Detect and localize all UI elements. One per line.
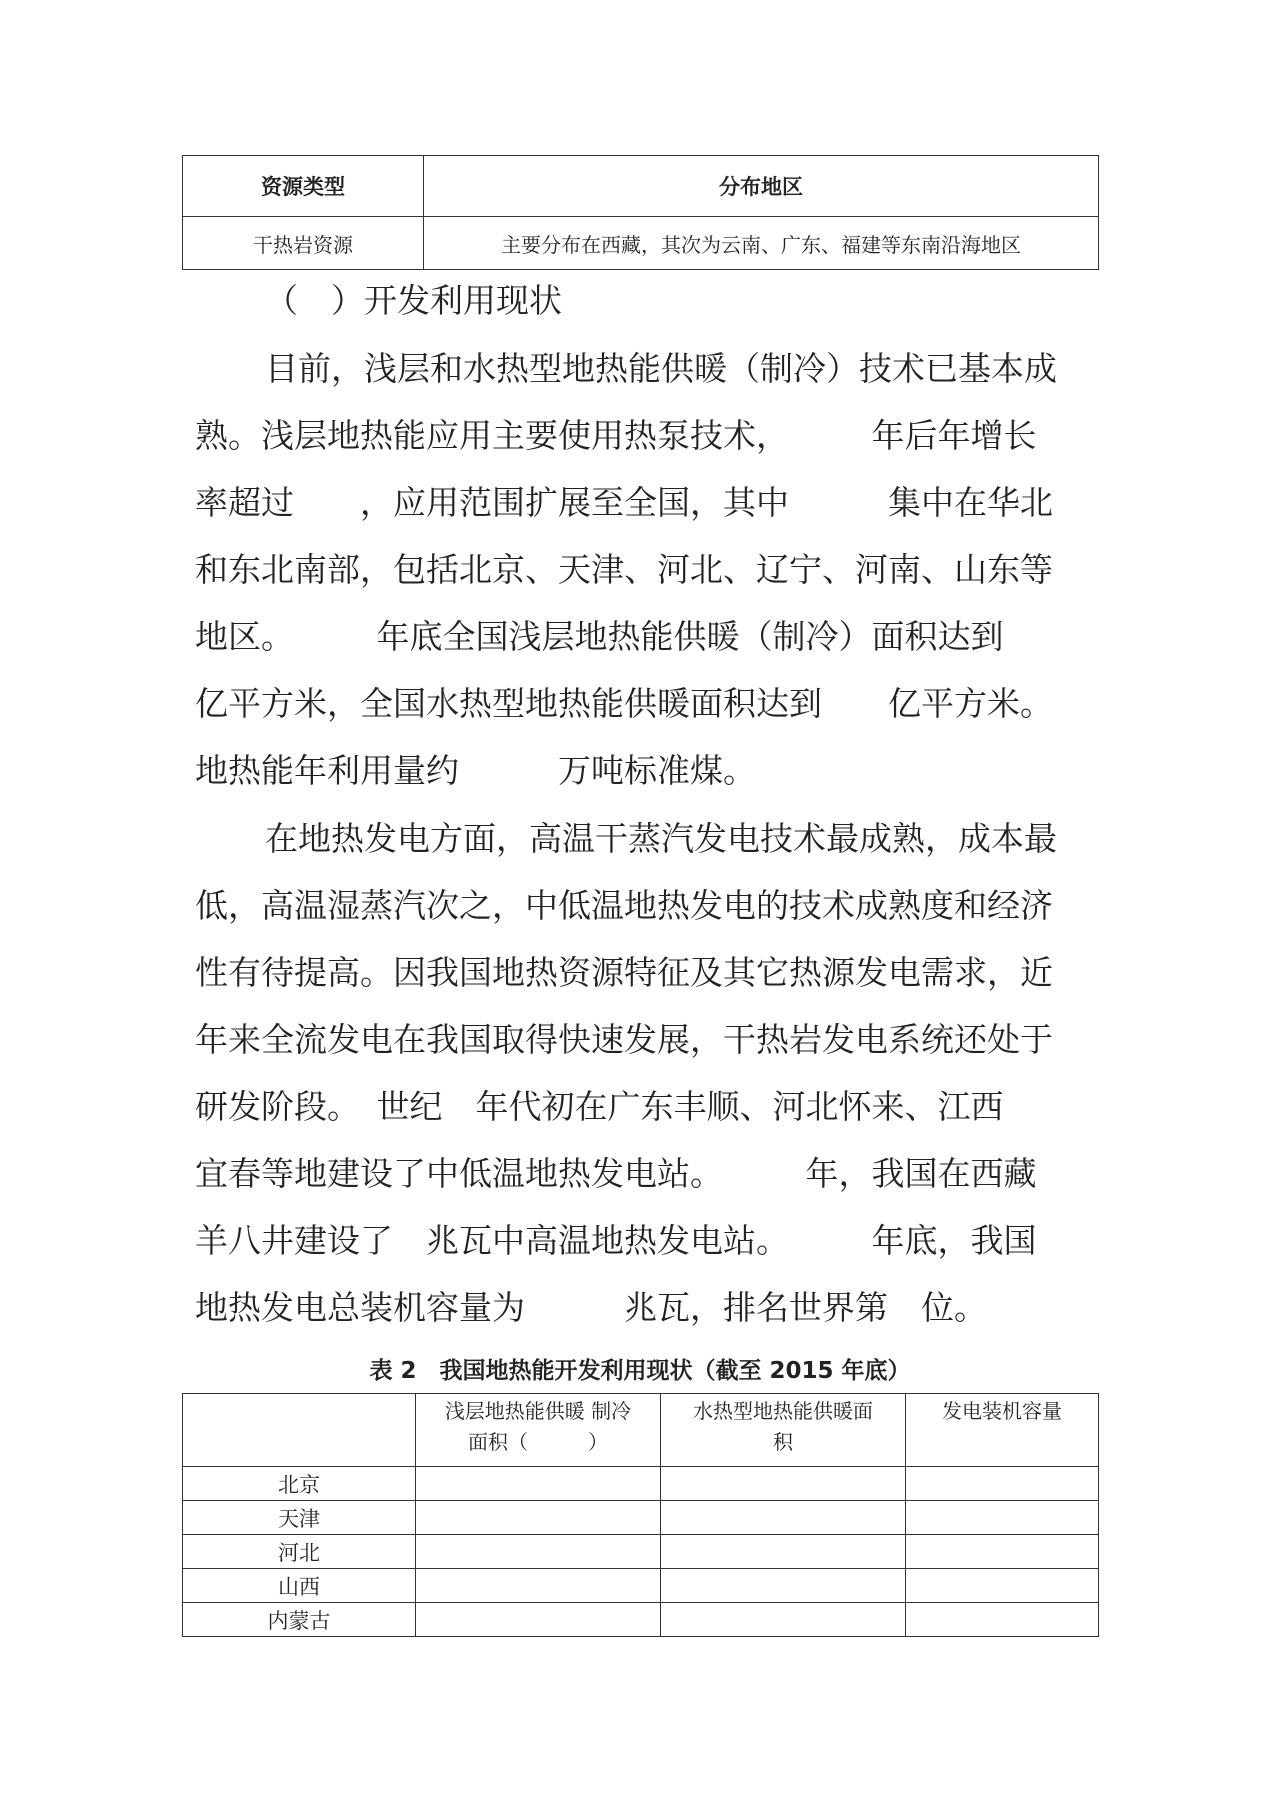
row-label: 山西 <box>183 1569 416 1603</box>
header-power-capacity: 发电装机容量 <box>906 1394 1099 1467</box>
header-empty <box>183 1394 416 1467</box>
paragraph-line: 宜春等地建设了中低温地热发电站。 年，我国在西藏 <box>195 1154 1037 1193</box>
table-cell <box>906 1467 1099 1501</box>
row-label: 内蒙古 <box>183 1603 416 1637</box>
table-row <box>183 217 1099 270</box>
table-cell <box>416 1467 661 1501</box>
table-cell <box>416 1535 661 1569</box>
table-row <box>183 1535 1099 1569</box>
paragraph-line: 和东北南部，包括北京、天津、河北、辽宁、河南、山东等 <box>195 550 1053 589</box>
table-cell <box>906 1501 1099 1535</box>
paragraph-line: 熟。浅层地热能应用主要使用热泵技术， 年后年增长 <box>195 416 1037 455</box>
table-cell <box>661 1569 906 1603</box>
row-label: 北京 <box>183 1467 416 1501</box>
table-row <box>183 1569 1099 1603</box>
cell-distribution-region: 主要分布在西藏，其次为云南、广东、福建等东南沿海地区 <box>424 217 1099 270</box>
paragraph-line: 性有待提高。因我国地热资源特征及其它热源发电需求，近 <box>195 953 1053 992</box>
paragraph-line: 研发阶段。 世纪 年代初在广东丰顺、河北怀来、江西 <box>195 1087 1004 1126</box>
table-cell <box>416 1569 661 1603</box>
table-cell <box>906 1569 1099 1603</box>
table-header-row <box>183 156 1099 217</box>
paragraph-line: 低，高温湿蒸汽次之，中低温地热发电的技术成熟度和经济 <box>195 886 1053 925</box>
section-heading: （ ）开发利用现状 <box>265 281 562 320</box>
table-cell <box>661 1501 906 1535</box>
paragraph-line: 地区。 年底全国浅层地热能供暖（制冷）面积达到 <box>195 617 1004 656</box>
table-caption: 表 2 我国地热能开发利用现状（截至 2015 年底） <box>369 1358 911 1384</box>
header-hydrothermal-heating-area: 水热型地热能供暖面 积 <box>661 1394 906 1467</box>
row-label: 河北 <box>183 1535 416 1569</box>
table-cell <box>416 1501 661 1535</box>
paragraph-line: 地热能年利用量约 万吨标准煤。 <box>195 751 756 790</box>
geothermal-utilization-table <box>182 1393 1099 1637</box>
cell-resource-type: 干热岩资源 <box>183 217 424 270</box>
resource-distribution-table <box>182 155 1099 270</box>
table-cell <box>906 1535 1099 1569</box>
paragraph-line: 年来全流发电在我国取得快速发展，干热岩发电系统还处于 <box>195 1020 1053 1059</box>
table-cell <box>661 1467 906 1501</box>
table-header-row <box>183 1394 1099 1467</box>
paragraph-line: 目前，浅层和水热型地热能供暖（制冷）技术已基本成 <box>265 349 1057 388</box>
table-cell <box>661 1603 906 1637</box>
table-row <box>183 1467 1099 1501</box>
table-cell <box>906 1603 1099 1637</box>
paragraph-line: 地热发电总装机容量为 兆瓦，排名世界第 位。 <box>195 1288 987 1327</box>
table-cell <box>661 1535 906 1569</box>
paragraph-line: 在地热发电方面，高温干蒸汽发电技术最成熟，成本最 <box>265 819 1057 858</box>
paragraph-line: 率超过 ，应用范围扩展至全国，其中 集中在华北 <box>195 483 1053 522</box>
paragraph-line: 亿平方米，全国水热型地热能供暖面积达到 亿平方米。 <box>195 684 1053 723</box>
row-label: 天津 <box>183 1501 416 1535</box>
header-shallow-heating-area: 浅层地热能供暖 制冷 面积（ ） <box>416 1394 661 1467</box>
header-resource-type: 资源类型 <box>183 156 424 217</box>
table-row <box>183 1603 1099 1637</box>
table-row <box>183 1501 1099 1535</box>
paragraph-line: 羊八井建设了 兆瓦中高温地热发电站。 年底，我国 <box>195 1221 1037 1260</box>
table-cell <box>416 1603 661 1637</box>
header-distribution-region: 分布地区 <box>424 156 1099 217</box>
